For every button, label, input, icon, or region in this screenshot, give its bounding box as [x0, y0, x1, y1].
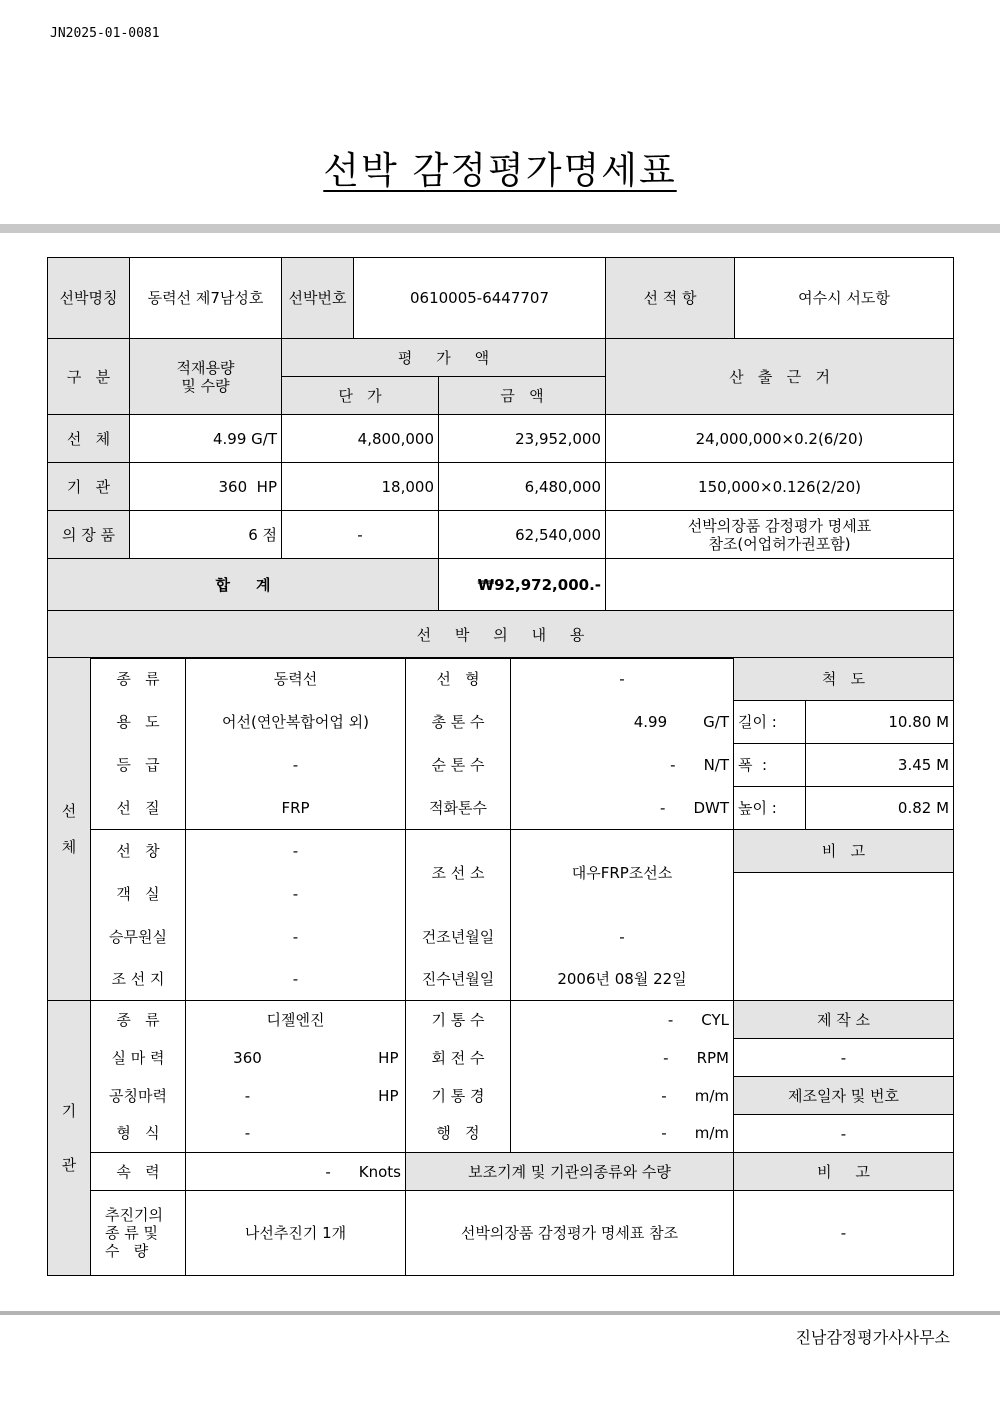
row-capacity: 6 점 [130, 511, 282, 559]
engine-type: 디젤엔진 [186, 1001, 406, 1039]
total-blank [606, 559, 954, 611]
load-label: 적화톤수 [406, 787, 511, 830]
col-amount: 금 액 [439, 377, 606, 415]
stroke-label: 행 정 [406, 1115, 511, 1153]
total-amount: ₩92,972,000.- [439, 559, 606, 611]
engine-remark-label: 비 고 [734, 1153, 954, 1191]
rated-number: - [244, 1086, 251, 1105]
power-number: 360 [233, 1048, 262, 1067]
speed-value [186, 1153, 406, 1191]
port-label: 선 적 항 [606, 258, 735, 339]
yard-value: 대우FRP조선소 [511, 830, 734, 916]
row-basis: 선박의장품 감정평가 명세표 참조(어업허가권포함) [606, 511, 954, 559]
top-divider [0, 224, 1000, 233]
crew-value: - [186, 916, 406, 959]
col-appraisal: 평 가 액 [282, 339, 606, 377]
bore-unit: m/m [694, 1086, 729, 1105]
hull-grade: - [186, 744, 406, 787]
valuation-body [47, 338, 954, 659]
rpm-unit: RPM [696, 1048, 729, 1067]
power-label: 실 마 력 [91, 1039, 186, 1077]
engine-type-label: 종 류 [91, 1001, 186, 1039]
stroke-number: - [661, 1124, 667, 1143]
hull-use-label: 용 도 [91, 701, 186, 744]
net-label: 순 톤 수 [406, 744, 511, 787]
width-label: 폭 : [734, 744, 806, 787]
bore-label: 기 통 경 [406, 1077, 511, 1115]
cyl-unit: CYL [701, 1010, 729, 1029]
page-title [0, 140, 1000, 194]
gross-unit: G/T [703, 713, 729, 731]
port: 여수시 서도항 [735, 258, 954, 339]
speed-unit: Knots [358, 1162, 401, 1181]
hull-section-label: 선 체 [48, 658, 91, 1001]
row-category: 기 관 [48, 463, 130, 511]
load-unit: DWT [693, 798, 729, 817]
row-amount: 62,540,000 [439, 511, 606, 559]
details-title: 선 박 의 내 용 [48, 611, 954, 659]
hull-material-label: 선 질 [91, 787, 186, 830]
maker-value: - [734, 1039, 954, 1077]
row-basis: 24,000,000×0.2(6/20) [606, 415, 954, 463]
engine-section-label: 기 관 [48, 1001, 91, 1276]
window-value: - [186, 830, 406, 873]
hull-remark [734, 873, 954, 1001]
power-unit: HP [378, 1048, 399, 1067]
total-row [48, 559, 954, 611]
cyl-value [511, 1001, 734, 1039]
hull-use: 어선(연안복합어업 외) [186, 701, 406, 744]
power-value [186, 1039, 406, 1077]
header-row [48, 258, 954, 339]
gross-value [511, 701, 734, 744]
net-unit: N/T [703, 756, 729, 774]
valuation-table [47, 257, 954, 339]
load-number: - [660, 798, 666, 817]
dim-header: 척 도 [734, 658, 954, 701]
hull-type-label: 종 류 [91, 658, 186, 701]
bore-number: - [661, 1086, 667, 1105]
window-label: 선 창 [91, 830, 186, 873]
gross-label: 총 톤 수 [406, 701, 511, 744]
row-amount: 6,480,000 [439, 463, 606, 511]
mfg-label: 제조일자 및 번호 [734, 1077, 954, 1115]
hull-material: FRP [186, 787, 406, 830]
row-capacity: 4.99 G/T [130, 415, 282, 463]
hull-type: 동력선 [186, 658, 406, 701]
speed-label: 속 력 [91, 1153, 186, 1191]
vessel-no-label: 선박번호 [282, 258, 354, 339]
load-value [511, 787, 734, 830]
prop-value: 나선추진기 1개 [186, 1191, 406, 1276]
prop-label: 추진기의 종 류 및 수 량 [91, 1191, 186, 1276]
model-number: - [244, 1124, 251, 1143]
site-value: - [186, 959, 406, 1001]
row-unit-price: 18,000 [282, 463, 439, 511]
row-basis: 150,000×0.126(2/20) [606, 463, 954, 511]
length-label: 길이 : [734, 701, 806, 744]
engine-remark: - [734, 1191, 954, 1276]
row-category: 선 체 [48, 415, 130, 463]
col-capacity: 적재용량 및 수량 [130, 339, 282, 415]
maker-label: 제 작 소 [734, 1001, 954, 1039]
net-number: - [670, 756, 676, 774]
col-unit-price: 단 가 [282, 377, 439, 415]
launch-value: 2006년 08월 22일 [511, 959, 734, 1001]
model-label: 형 식 [91, 1115, 186, 1153]
rated-value [186, 1077, 406, 1115]
speed-number: - [325, 1162, 331, 1181]
launch-label: 진수년월일 [406, 959, 511, 1001]
office-name: 진남감정평가사사무소 [795, 1328, 950, 1347]
row-unit-price: 4,800,000 [282, 415, 439, 463]
model-value [186, 1115, 406, 1153]
valuation-row [48, 463, 954, 511]
rpm-label: 회 전 수 [406, 1039, 511, 1077]
hull-form: - [511, 658, 734, 701]
col-category: 구 분 [48, 339, 130, 415]
rpm-value [511, 1039, 734, 1077]
width-value: 3.45 M [806, 744, 954, 787]
aux-value: 선박의장품 감정평가 명세표 참조 [406, 1191, 734, 1276]
built-value: - [511, 916, 734, 959]
yard-label: 조 선 소 [406, 830, 511, 916]
crew-label: 승무원실 [91, 916, 186, 959]
total-label: 합 계 [48, 559, 439, 611]
cabin-label: 객 실 [91, 873, 186, 916]
document-number: JN2025-01-0081 [50, 26, 160, 41]
valuation-row [48, 511, 954, 559]
cabin-value: - [186, 873, 406, 916]
stroke-unit: m/m [694, 1124, 729, 1143]
cyl-number: - [667, 1010, 674, 1029]
rated-unit: HP [378, 1086, 399, 1105]
gross-number: 4.99 [633, 713, 668, 731]
hull-grade-label: 등 급 [91, 744, 186, 787]
row-capacity: 360 HP [130, 463, 282, 511]
valuation-row [48, 415, 954, 463]
aux-label: 보조기계 및 기관의종류와 수량 [406, 1153, 734, 1191]
rpm-number: - [663, 1048, 669, 1067]
mfg-value: - [734, 1115, 954, 1153]
vessel-no: 0610005-6447707 [354, 258, 606, 339]
vessel-name: 동력선 제7남성호 [130, 258, 282, 339]
col-basis: 산 출 근 거 [606, 339, 954, 415]
vessel-name-label: 선박명칭 [48, 258, 130, 339]
row-unit-price: - [282, 511, 439, 559]
height-value: 0.82 M [806, 787, 954, 830]
title-text: 선박 감정평가명세표 [323, 149, 677, 192]
bore-value [511, 1077, 734, 1115]
length-value: 10.80 M [806, 701, 954, 744]
cyl-label: 기 통 수 [406, 1001, 511, 1039]
stroke-value [511, 1115, 734, 1153]
bottom-divider [0, 1311, 1000, 1315]
built-label: 건조년월일 [406, 916, 511, 959]
hull-remark-label: 비 고 [734, 830, 954, 873]
details-table [47, 657, 954, 1276]
rated-label: 공칭마력 [91, 1077, 186, 1115]
site-label: 조 선 지 [91, 959, 186, 1001]
hull-form-label: 선 형 [406, 658, 511, 701]
row-amount: 23,952,000 [439, 415, 606, 463]
height-label: 높이 : [734, 787, 806, 830]
row-category: 의 장 품 [48, 511, 130, 559]
net-value [511, 744, 734, 787]
